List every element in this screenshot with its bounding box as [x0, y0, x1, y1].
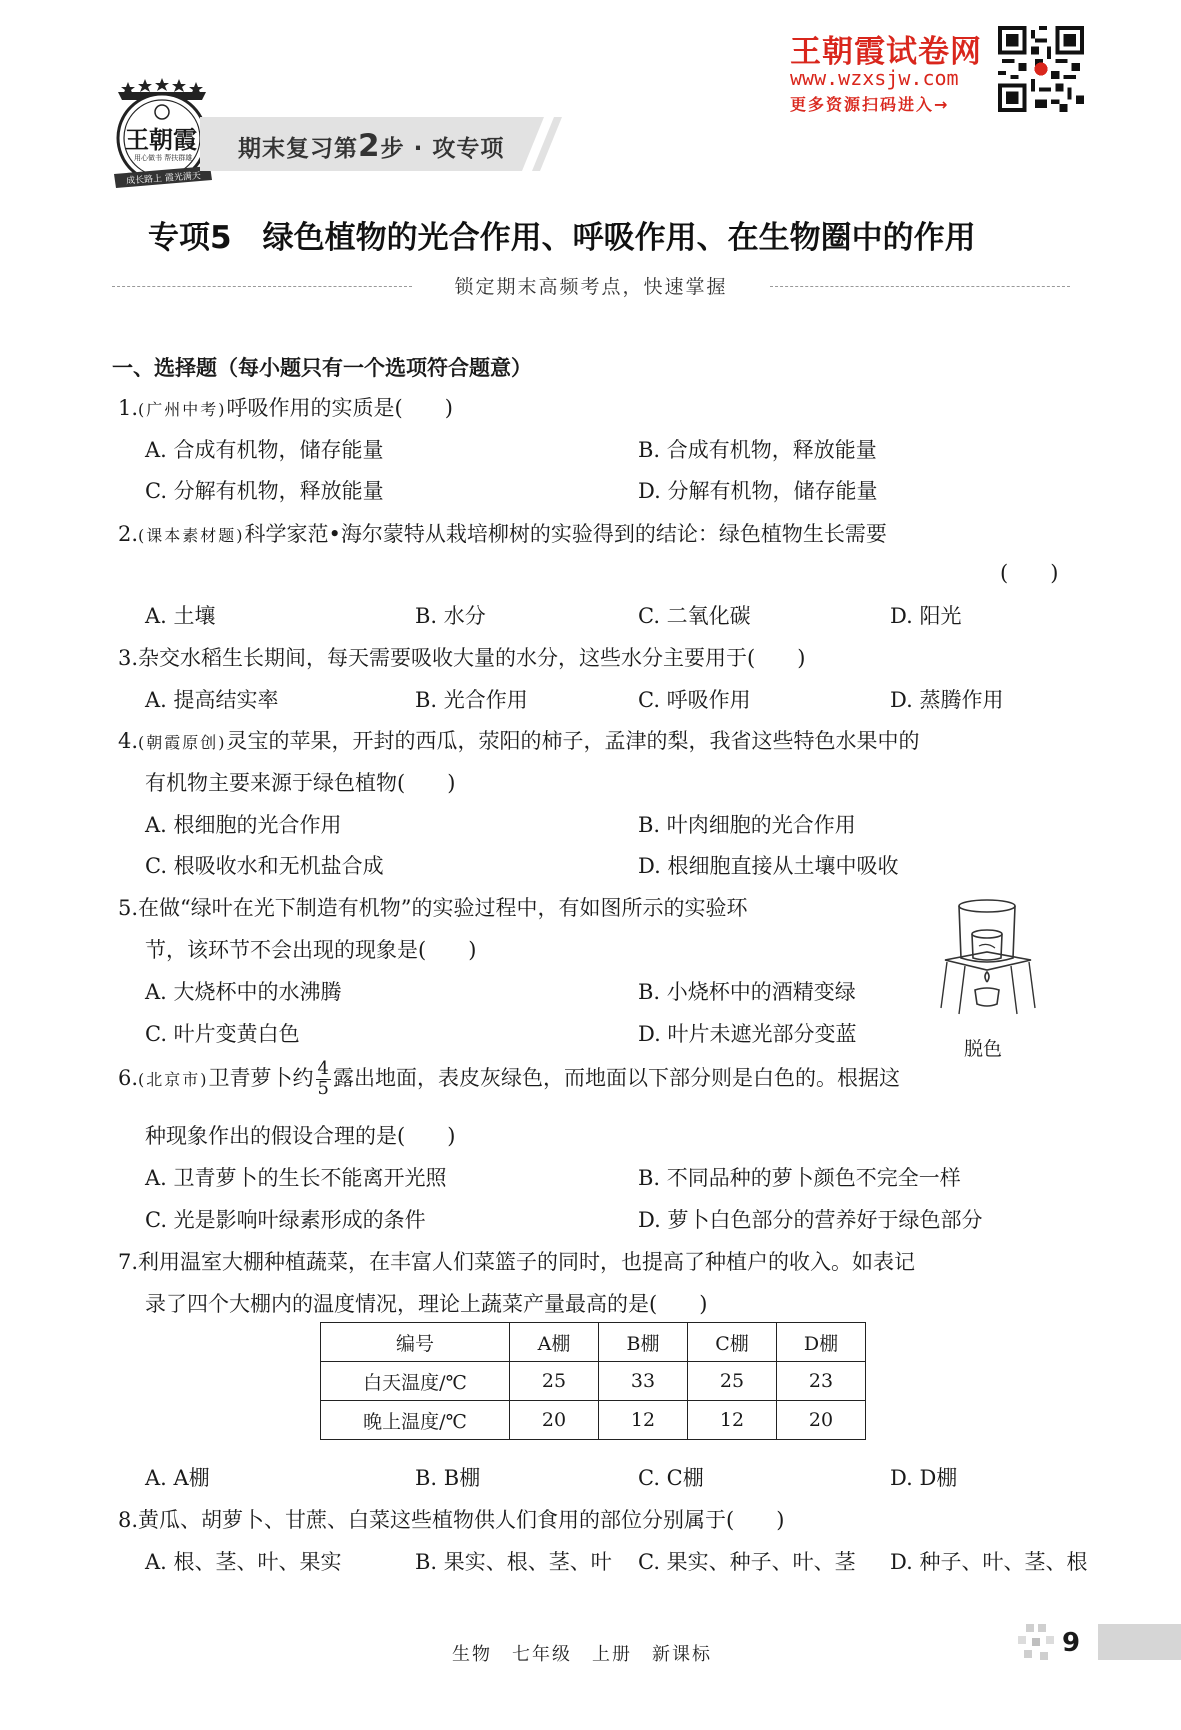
table-cell: 33 [599, 1362, 688, 1401]
table-cell: 23 [777, 1362, 866, 1401]
option[interactable]: C. C棚 [638, 1466, 704, 1490]
table-cell: 20 [510, 1401, 599, 1440]
option[interactable]: B. 叶肉细胞的光合作用 [638, 813, 856, 837]
option[interactable]: B. 水分 [415, 604, 486, 628]
question-2: 2.(课本素材题)科学家范•海尔蒙特从栽培柳树的实验得到的结论：绿色植物生长需要 [118, 522, 887, 546]
table-cell: 白天温度/℃ [321, 1362, 510, 1401]
table-cell: 12 [688, 1401, 777, 1440]
qr-code-icon[interactable] [998, 26, 1084, 112]
table-header: A棚 [510, 1323, 599, 1362]
table-header-row [321, 1323, 866, 1362]
question-7: 7.利用温室大棚种植蔬菜，在丰富人们菜篮子的同时，也提高了种植户的收入。如表记 [118, 1250, 916, 1274]
question-1: 1.(广州中考)呼吸作用的实质是( ) [118, 396, 453, 420]
section-title: 一、选择题（每小题只有一个选项符合题意） [112, 356, 532, 380]
option[interactable]: C. 果实、种子、叶、茎 [638, 1550, 856, 1574]
option[interactable]: D. 阳光 [890, 604, 962, 628]
question-5-line2: 节，该环节不会出现的现象是( ) [145, 938, 477, 962]
option[interactable]: C. 根吸收水和无机盐合成 [145, 854, 384, 878]
option[interactable]: C. 二氧化碳 [638, 604, 751, 628]
question-4-line2: 有机物主要来源于绿色植物( ) [145, 771, 456, 795]
option[interactable]: A. 大烧杯中的水沸腾 [145, 980, 342, 1004]
footer-text: 生物 七年级 上册 新课标 [452, 1644, 712, 1665]
subtitle: 锁定期末高频考点，快速掌握 [436, 272, 745, 299]
divider [770, 286, 1070, 287]
fraction: $\frac{4}{5}$ [317, 1058, 329, 1099]
question-5: 5.在做“绿叶在光下制造有机物”的实验过程中，有如图所示的实验环 [118, 896, 748, 920]
table-cell: 12 [599, 1401, 688, 1440]
subtitle-row [112, 272, 1070, 302]
option[interactable]: A. A棚 [145, 1466, 210, 1490]
question-3: 3.杂交水稻生长期间，每天需要吸收大量的水分，这些水分主要用于( ) [118, 646, 806, 670]
option[interactable]: B. 不同品种的萝卜颜色不完全一样 [638, 1166, 961, 1190]
option[interactable]: A. 根、茎、叶、果实 [145, 1550, 342, 1574]
site-scan-hint: 更多资源扫码进入→ [790, 95, 950, 114]
option[interactable]: A. 卫青萝卜的生长不能离开光照 [145, 1166, 447, 1190]
table-cell: 晚上温度/℃ [321, 1401, 510, 1440]
table-row [321, 1401, 866, 1440]
option[interactable]: A. 提高结实率 [145, 688, 279, 712]
option[interactable]: D. D棚 [890, 1466, 958, 1490]
page-bar [1098, 1624, 1181, 1660]
badge-motto: 用心做书 帮扶群雄 [134, 154, 193, 162]
table-header: D棚 [777, 1323, 866, 1362]
question-6: 6.(北京市)卫青萝卜约 $\frac{4}{5}$ 露出地面，表皮灰绿色，而地面以下部分则是白色的。根据这 [118, 1058, 900, 1099]
option[interactable]: C. 光是影响叶绿素形成的条件 [145, 1208, 426, 1232]
option[interactable]: B. 果实、根、茎、叶 [415, 1550, 612, 1574]
divider [112, 286, 412, 287]
option[interactable]: A. 根细胞的光合作用 [145, 813, 342, 837]
figure-caption: 脱色 [964, 1038, 1003, 1060]
option[interactable]: B. B棚 [415, 1466, 481, 1490]
question-6-line2: 种现象作出的假设合理的是( ) [145, 1124, 456, 1148]
table-header: B棚 [599, 1323, 688, 1362]
table-cell: 20 [777, 1401, 866, 1440]
table-header: 编号 [321, 1323, 510, 1362]
temperature-table [320, 1322, 866, 1440]
page-title: 专项5 绿色植物的光合作用、呼吸作用、在生物圈中的作用 [148, 220, 976, 256]
banner-title: 期末复习第2步 · 攻专项 [238, 128, 505, 164]
decolorize-apparatus-figure [935, 896, 1040, 1024]
site-name: 王朝霞试卷网 [790, 34, 982, 70]
option[interactable]: D. 分解有机物，储存能量 [638, 479, 878, 503]
option[interactable]: B. 合成有机物，释放能量 [638, 438, 877, 462]
table-cell: 25 [688, 1362, 777, 1401]
option[interactable]: D. 叶片未遮光部分变蓝 [638, 1022, 857, 1046]
option[interactable]: D. 萝卜白色部分的营养好于绿色部分 [638, 1208, 983, 1232]
table-header: C棚 [688, 1323, 777, 1362]
question-4: 4.(朝霞原创)灵宝的苹果，开封的西瓜，荥阳的柿子，孟津的梨，我省这些特色水果中的 [118, 729, 920, 753]
table-cell: 25 [510, 1362, 599, 1401]
page-number: 9 [1062, 1628, 1081, 1658]
badge-ribbon: 成长路上 霞光满天 [125, 171, 202, 187]
option[interactable]: D. 蒸腾作用 [890, 688, 1004, 712]
option[interactable]: C. 叶片变黄白色 [145, 1022, 300, 1046]
option[interactable]: C. 呼吸作用 [638, 688, 751, 712]
option[interactable]: A. 土壤 [145, 604, 216, 628]
question-8: 8.黄瓜、胡萝卜、甘蔗、白菜这些植物供人们食用的部位分别属于( ) [118, 1508, 785, 1532]
question-7-line2: 录了四个大棚内的温度情况，理论上蔬菜产量最高的是( ) [145, 1292, 708, 1316]
option[interactable]: D. 种子、叶、茎、根 [890, 1550, 1088, 1574]
page-corner-decoration [1018, 1624, 1058, 1664]
badge-brand-text: 王朝霞 [125, 125, 197, 154]
option[interactable]: A. 合成有机物，储存能量 [145, 438, 384, 462]
option[interactable]: C. 分解有机物，释放能量 [145, 479, 384, 503]
option[interactable]: B. 小烧杯中的酒精变绿 [638, 980, 856, 1004]
option[interactable]: B. 光合作用 [415, 688, 528, 712]
site-url[interactable]: www.wzxsjw.com [790, 66, 959, 90]
answer-paren: ( ) [1000, 561, 1059, 585]
table-row [321, 1362, 866, 1401]
option[interactable]: D. 根细胞直接从土壤中吸收 [638, 854, 899, 878]
